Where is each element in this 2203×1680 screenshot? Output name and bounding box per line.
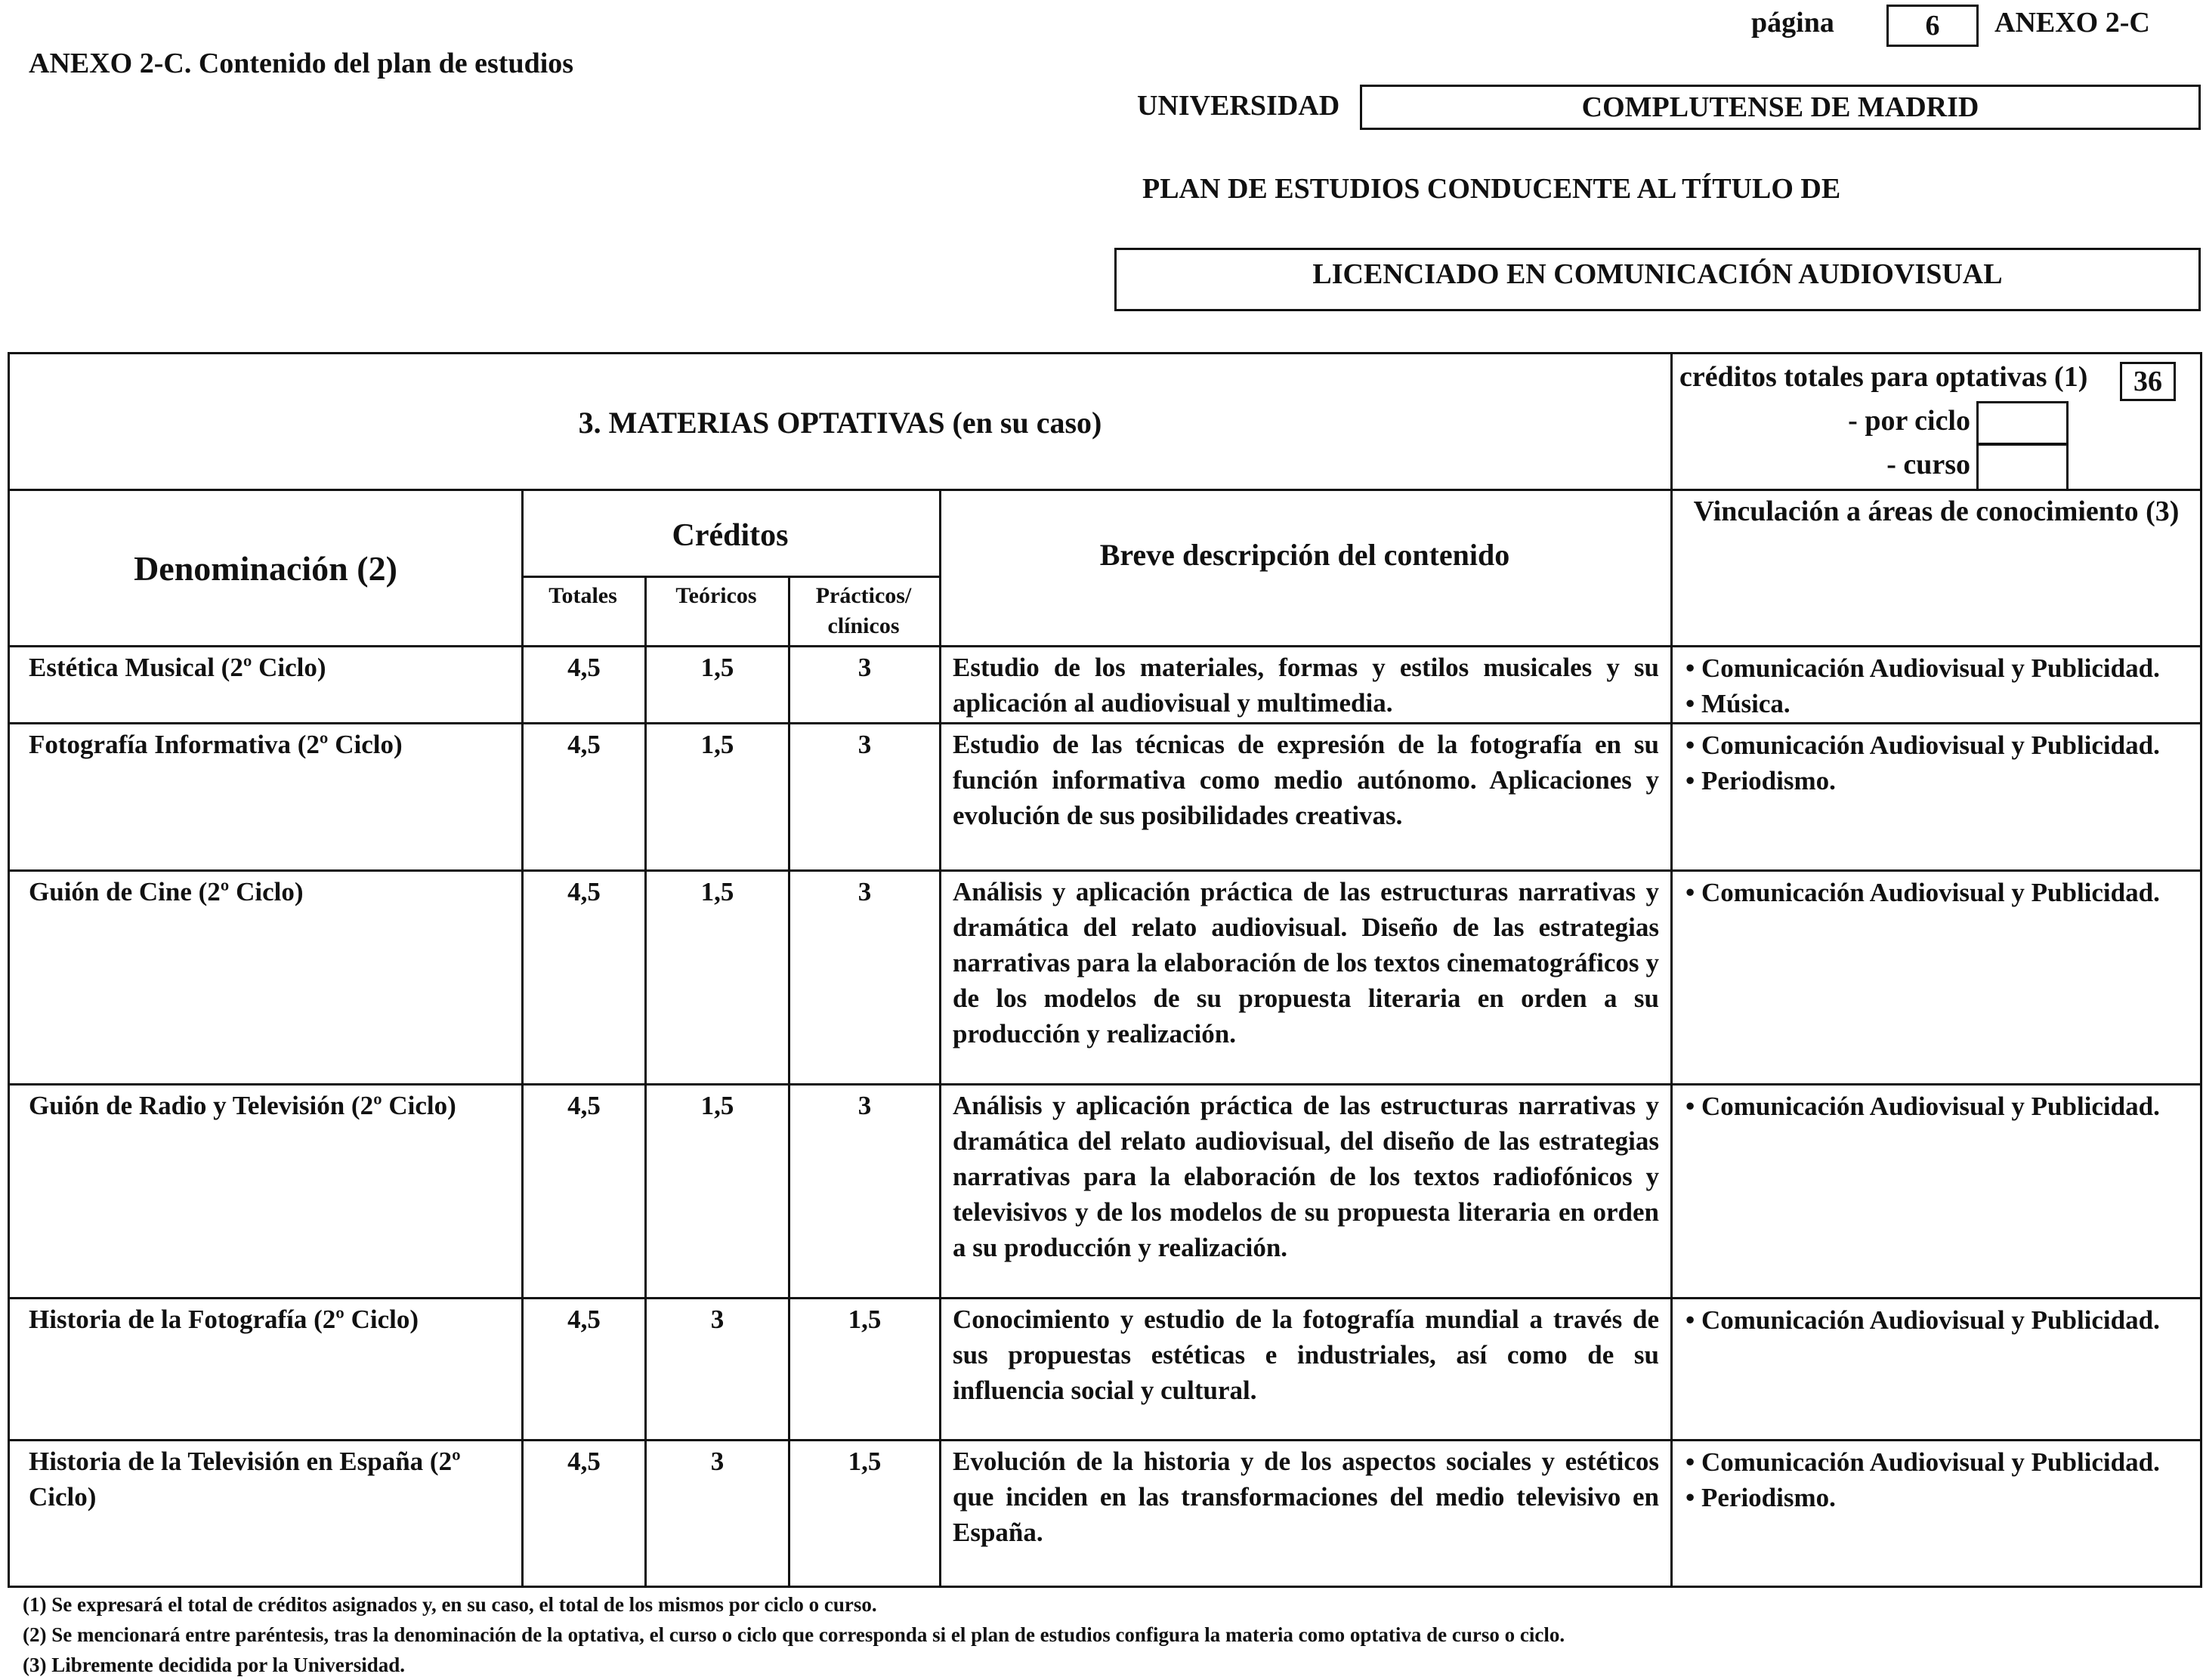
subject-name: Fotografía Informativa (2º Ciclo) [29, 730, 403, 759]
page-number: 6 [1925, 10, 1940, 42]
col-areas-header: Vinculación a áreas de conocimiento (3) [1693, 496, 2180, 527]
footnotes [23, 1589, 1565, 1680]
credits-totales: 4,5 [567, 1447, 601, 1476]
credits-teoricos: 3 [710, 1305, 725, 1334]
col-totales-header: Totales [548, 583, 617, 608]
col-practicos-line1: Prácticos/ [815, 583, 912, 608]
subject-name: Guión de Radio y Televisión (2º Ciclo) [29, 1091, 456, 1120]
annex-code: ANEXO 2-C [1994, 7, 2150, 39]
credits-totales: 4,5 [567, 730, 601, 759]
col-practicos-header [788, 581, 939, 641]
divider [10, 1083, 2200, 1086]
area-item: • Música. [1685, 689, 1791, 718]
total-credits-box [2120, 362, 2176, 401]
subject-description: Estudio de los materiales, formas y estilos musicales y su aplicación al audiovisual y multimedia. [953, 653, 1659, 718]
divider [10, 645, 2200, 647]
knowledge-areas [1685, 1089, 2199, 1124]
area-item: • Periodismo. [1685, 766, 1836, 795]
per-cycle-box [1976, 401, 2069, 445]
credits-teoricos: 1,5 [700, 730, 734, 759]
area-item: • Periodismo. [1685, 1483, 1836, 1512]
subject-description: Conocimiento y estudio de la fotografía mundial a través de sus propuestas estéticas e industriales, así como de su influencia social y cultural. [953, 1305, 1659, 1405]
area-item: • Comunicación Audiovisual y Publicidad. [1685, 1092, 2160, 1121]
subject-name: Estética Musical (2º Ciclo) [29, 653, 326, 682]
degree-box [1114, 248, 2201, 311]
divider [10, 869, 2200, 872]
degree-title: LICENCIADO EN COMUNICACIÓN AUDIOVISUAL [1312, 258, 2003, 290]
col-description-header: Breve descripción del contenido [1099, 537, 1510, 572]
footnote-3: (3) Libremente decidida por la Universidad. [23, 1654, 406, 1676]
subject-description: Análisis y aplicación práctica de las estructuras narrativas y dramática del relato audiovisual, del diseño de las estrategias narrativas para la elaboración de los textos radiofónicos y televisivos y de los modelos de su propuesta literaria en orden a su producción y realización. [953, 1091, 1659, 1262]
area-item: • Comunicación Audiovisual y Publicidad. [1685, 1305, 2160, 1335]
col-teoricos-header: Teóricos [675, 583, 757, 608]
divider [10, 1297, 2200, 1299]
knowledge-areas [1685, 1444, 2199, 1515]
university-name: COMPLUTENSE DE MADRID [1581, 91, 1979, 123]
knowledge-areas [1685, 875, 2199, 910]
credits-practicos: 3 [857, 1091, 872, 1120]
footnote-1: (1) Se expresará el total de créditos asignados y, en su caso, el total de los mismos por ciclo o curso. [23, 1593, 877, 1616]
credits-practicos: 1,5 [848, 1305, 882, 1334]
optional-subjects-table [8, 352, 2202, 1588]
credits-practicos: 1,5 [848, 1447, 882, 1476]
subject-name: Historia de la Televisión en España (2º Ciclo) [29, 1447, 461, 1512]
credits-totales: 4,5 [567, 653, 601, 682]
divider [1670, 354, 1673, 1586]
area-item: • Comunicación Audiovisual y Publicidad. [1685, 878, 2160, 907]
credits-teoricos: 1,5 [700, 877, 734, 906]
annex-title: ANEXO 2-C. Contenido del plan de estudios [29, 48, 574, 79]
section-title: 3. MATERIAS OPTATIVAS (en su caso) [578, 405, 1102, 440]
plan-label: PLAN DE ESTUDIOS CONDUCENTE AL TÍTULO DE [1142, 173, 1841, 205]
area-item: • Comunicación Audiovisual y Publicidad. [1685, 653, 2160, 683]
col-name-header: Denominación (2) [134, 549, 397, 588]
credits-teoricos: 1,5 [700, 1091, 734, 1120]
per-course-box [1976, 443, 2069, 490]
knowledge-areas [1685, 650, 2199, 721]
per-cycle-label: - por ciclo [1848, 405, 1970, 437]
university-label: UNIVERSIDAD [1137, 90, 1340, 122]
divider [10, 722, 2200, 724]
knowledge-areas [1685, 1302, 2199, 1338]
area-item: • Comunicación Audiovisual y Publicidad. [1685, 730, 2160, 760]
divider [10, 489, 2200, 491]
university-box [1360, 85, 2201, 130]
per-course-label: - curso [1886, 449, 1970, 480]
knowledge-areas [1685, 727, 2199, 798]
footnote-2: (2) Se mencionará entre paréntesis, tras la denominación de la optativa, el curso o ciclo que corresponda si el plan de estudios configura la materia como optativa de curso o ciclo. [23, 1623, 1565, 1646]
total-credits-label: créditos totales para optativas (1) [1679, 361, 2088, 393]
page-number-box [1886, 5, 1979, 47]
credits-totales: 4,5 [567, 1091, 601, 1120]
subject-name: Historia de la Fotografía (2º Ciclo) [29, 1305, 419, 1334]
credits-teoricos: 3 [710, 1447, 725, 1476]
credits-practicos: 3 [857, 730, 872, 759]
subject-description: Estudio de las técnicas de expresión de la fotografía en su función informativa como medio autónomo. Aplicaciones y evolución de sus posibilidades creativas. [953, 730, 1659, 830]
credits-teoricos: 1,5 [700, 653, 734, 682]
col-practicos-line2: clínicos [827, 613, 900, 638]
col-credits-header: Créditos [672, 518, 789, 553]
subject-description: Análisis y aplicación práctica de las estructuras narrativas y dramática del relato audiovisual. Diseño de las estrategias narrativas para la elaboración de los textos cinematográficos y de los modelos de su propuesta literaria en orden a su producción y realización. [953, 877, 1659, 1048]
page-label: página [1751, 7, 1834, 39]
subject-description: Evolución de la historia y de los aspectos sociales y estéticos que inciden en las transformaciones del medio televisivo en España. [953, 1447, 1659, 1547]
subject-name: Guión de Cine (2º Ciclo) [29, 877, 304, 906]
credits-totales: 4,5 [567, 877, 601, 906]
divider [10, 1439, 2200, 1441]
total-credits-value: 36 [2133, 366, 2162, 397]
credits-practicos: 3 [857, 877, 872, 906]
area-item: • Comunicación Audiovisual y Publicidad. [1685, 1447, 2160, 1477]
divider [521, 576, 939, 578]
divider [939, 489, 941, 1586]
credits-totales: 4,5 [567, 1305, 601, 1334]
credits-practicos: 3 [857, 653, 872, 682]
